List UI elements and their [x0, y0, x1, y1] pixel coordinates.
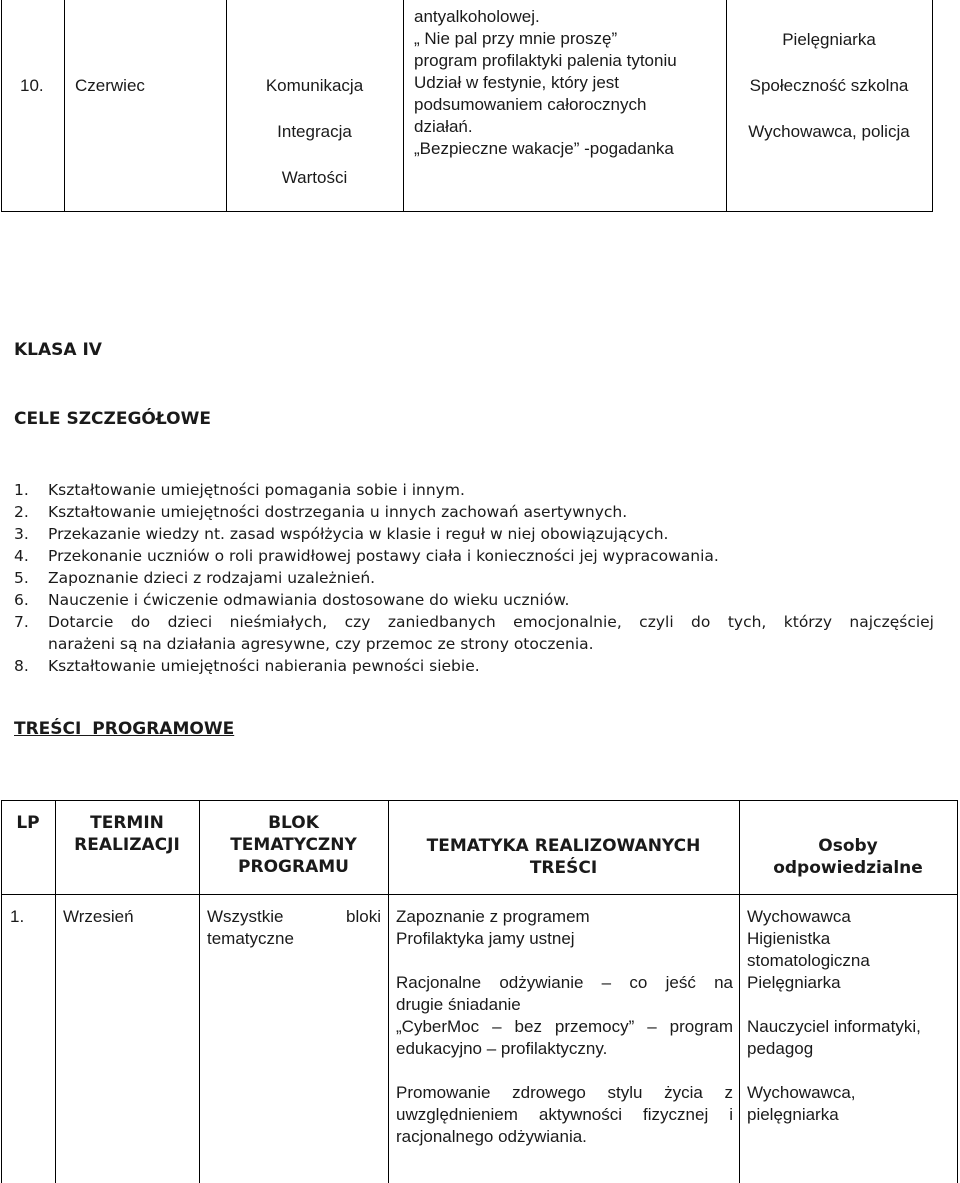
header-line: PROGRAMU	[238, 857, 349, 877]
table-border	[1, 800, 2, 1183]
topic-line: Udział w festynie, który jest	[414, 73, 620, 92]
person-line: Pielęgniarka	[747, 973, 841, 992]
cell-text: bloki	[346, 907, 381, 926]
list-number: 4.	[14, 547, 29, 565]
header-line: odpowiedzialne	[773, 858, 923, 878]
responsible-person: Wychowawca, policja	[748, 122, 910, 141]
cell-text: Wszystkie	[207, 907, 284, 926]
header-term	[55, 812, 199, 856]
header-topics	[388, 835, 739, 879]
class-heading: KLASA IV	[14, 340, 102, 360]
header-persons	[739, 835, 957, 879]
cell-term: Wrzesień	[63, 907, 134, 926]
list-number: 2.	[14, 503, 29, 521]
list-text: Zapoznanie dzieci z rodzajami uzależnień.	[48, 569, 376, 587]
table-border	[403, 0, 404, 212]
list-number: 6.	[14, 591, 29, 609]
cell-text: tematyczne	[207, 929, 294, 948]
content-heading: TREŚCI PROGRAMOWE	[14, 719, 235, 739]
header-line: TEMATYCZNY	[230, 835, 357, 855]
header-line: Osoby	[818, 836, 878, 856]
list-item	[14, 523, 934, 545]
topic-line: edukacyjno – profilaktyczny.	[396, 1039, 608, 1058]
list-item	[14, 655, 934, 677]
list-text: Kształtowanie umiejętności dostrzegania u innych zachowań asertywnych.	[48, 503, 628, 521]
topics-list	[414, 6, 677, 160]
thematic-blocks	[226, 75, 403, 189]
block-name: Wartości	[281, 168, 348, 187]
topic-line: działań.	[414, 117, 473, 136]
row-number: 10.	[20, 76, 44, 95]
header-line: TEMATYKA REALIZOWANYCH	[426, 836, 701, 856]
list-number: 5.	[14, 569, 29, 587]
row-month: Czerwiec	[75, 76, 145, 95]
cell-lp: 1.	[10, 907, 25, 926]
list-text: Przekonanie uczniów o roli prawidłowej postawy ciała i konieczności jej wypracowania.	[48, 547, 719, 565]
topic-line: Promowanie zdrowego stylu życia z	[396, 1083, 733, 1102]
topic-line: antyalkoholowej.	[414, 7, 540, 26]
list-number: 7.	[14, 613, 29, 631]
cell-persons	[747, 906, 952, 1126]
table-border	[64, 0, 65, 212]
topic-line: podsumowaniem całorocznych	[414, 95, 647, 114]
cell-block	[207, 906, 381, 950]
list-item	[14, 589, 934, 611]
topic-line: „ Nie pal przy mnie proszę”	[414, 29, 618, 48]
table-border	[932, 0, 933, 212]
block-name: Komunikacja	[265, 76, 364, 95]
list-text: Dotarcie do dzieci nieśmiałych, czy zaniedbanych emocjonalnie, czyli do tych, którzy najczęściej	[48, 613, 934, 631]
topic-line: program profilaktyki palenia tytoniu	[414, 51, 677, 70]
topic-line: Zapoznanie z programem	[396, 907, 590, 926]
list-number: 8.	[14, 657, 29, 675]
header-line: REALIZACJI	[74, 835, 180, 855]
person-line: stomatologiczna	[747, 951, 870, 970]
topic-line: drugie śniadanie	[396, 995, 521, 1014]
header-line: TERMIN	[90, 813, 164, 833]
person-line: Wychowawca	[747, 907, 851, 926]
responsible-person: Społeczność szkolna	[749, 76, 909, 95]
list-item	[14, 545, 934, 567]
list-text: Kształtowanie umiejętności nabierania pewności siebie.	[48, 657, 480, 675]
list-text: Kształtowanie umiejętności pomagania sobie i innym.	[48, 481, 465, 499]
table-border	[957, 800, 958, 1183]
person-line: pedagog	[747, 1039, 814, 1058]
responsible-list	[726, 29, 932, 143]
person-line: pielęgniarka	[747, 1105, 839, 1124]
list-text: narażeni są na działania agresywne, czy przemoc ze strony otoczenia.	[48, 635, 594, 653]
topic-line: „CyberMoc – bez przemocy” – program	[396, 1017, 733, 1036]
list-number: 1.	[14, 481, 29, 499]
header-line: BLOK	[268, 813, 319, 833]
list-item	[14, 501, 934, 523]
topic-line: „Bezpieczne wakacje” -pogadanka	[414, 139, 674, 158]
list-text-block	[48, 611, 934, 655]
cell-topics	[396, 906, 733, 1148]
topic-line: Profilaktyka jamy ustnej	[396, 929, 575, 948]
person-line: Nauczyciel informatyki,	[747, 1017, 921, 1036]
responsible-person: Pielęgniarka	[782, 30, 876, 49]
topic-line: Racjonalne odżywianie – co jeść na	[396, 973, 733, 992]
table-border	[1, 894, 958, 895]
header-lp: LP	[16, 813, 40, 833]
table-border	[55, 800, 56, 1183]
topic-line: racjonalnego odżywiania.	[396, 1127, 587, 1146]
table-border	[1, 800, 958, 801]
list-item	[14, 611, 934, 655]
cell-line	[207, 906, 381, 928]
person-line: Wychowawca,	[747, 1083, 856, 1102]
person-line: Higienistka	[747, 929, 831, 948]
list-text: Nauczenie i ćwiczenie odmawiania dostosowane do wieku uczniów.	[48, 591, 570, 609]
header-line: TREŚCI	[529, 858, 598, 878]
list-item	[14, 567, 934, 589]
table-border	[1, 211, 933, 212]
goals-list	[14, 479, 934, 677]
list-item	[14, 479, 934, 501]
table-border	[1, 0, 2, 212]
topic-line: uwzględnieniem aktywności fizycznej i	[396, 1105, 733, 1124]
header-block	[199, 812, 388, 878]
goals-heading: CELE SZCZEGÓŁOWE	[14, 409, 211, 429]
list-number: 3.	[14, 525, 29, 543]
list-text: Przekazanie wiedzy nt. zasad współżycia w klasie i reguł w niej obowiązujących.	[48, 525, 669, 543]
block-name: Integracja	[277, 122, 352, 141]
